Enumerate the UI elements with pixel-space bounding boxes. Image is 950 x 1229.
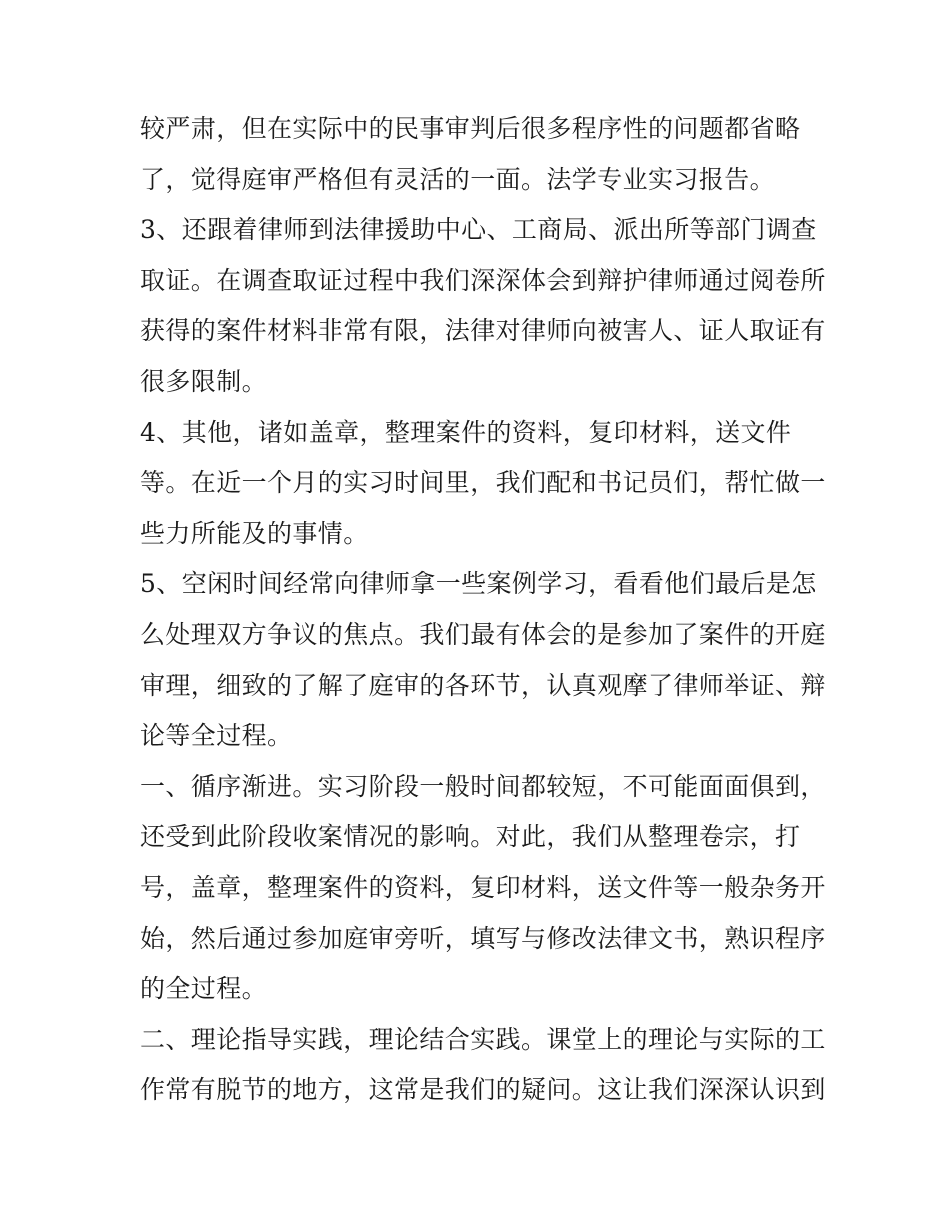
text-line: 取证。在调查取证过程中我们深深体会到辩护律师通过阅卷所: [140, 265, 826, 295]
text-line: 论等全过程。: [140, 721, 293, 751]
text-line: 些力所能及的事情。: [140, 518, 369, 548]
text-line: 还受到此阶段收案情况的影响。对此，我们从整理卷宗，打: [140, 822, 801, 852]
text-line: 二、理论指导实践，理论结合实践。课堂上的理论与实际的工: [140, 1024, 826, 1054]
text-line: 的全过程。: [140, 974, 268, 1004]
text-line: 5、空闲时间经常向律师拿一些案例学习，看看他们最后是怎: [140, 569, 817, 599]
text-line: 4、其他，诸如盖章，整理案件的资料，复印材料，送文件: [140, 417, 792, 447]
text-line: 作常有脱节的地方，这常是我们的疑问。这让我们深深认识到: [140, 1075, 826, 1105]
text-line: 审理，细致的了解了庭审的各环节，认真观摩了律师举证、辩: [140, 670, 826, 700]
text-line: 始，然后通过参加庭审旁听，填写与修改法律文书，熟识程序: [140, 923, 826, 953]
text-line: 3、还跟着律师到法律援助中心、工商局、派出所等部门调查: [140, 215, 817, 245]
text-line: 较严肃，但在实际中的民事审判后很多程序性的问题都省略: [140, 114, 801, 143]
text-line: 很多限制。: [140, 366, 268, 396]
text-line: 了，觉得庭审严格但有灵活的一面。法学专业实习报告。: [140, 164, 776, 194]
text-line: 么处理双方争议的焦点。我们最有体会的是参加了案件的开庭: [140, 619, 826, 649]
body-text: [140, 104, 826, 1116]
text-line: 一、循序渐进。实习阶段一般时间都较短，不可能面面俱到，: [140, 771, 826, 801]
text-line: 获得的案件材料非常有限，法律对律师向被害人、证人取证有: [140, 316, 826, 346]
text-line: 号，盖章，整理案件的资料，复印材料，送文件等一般杂务开: [140, 872, 826, 902]
text-line: 等。在近一个月的实习时间里，我们配和书记员们，帮忙做一: [140, 468, 826, 498]
